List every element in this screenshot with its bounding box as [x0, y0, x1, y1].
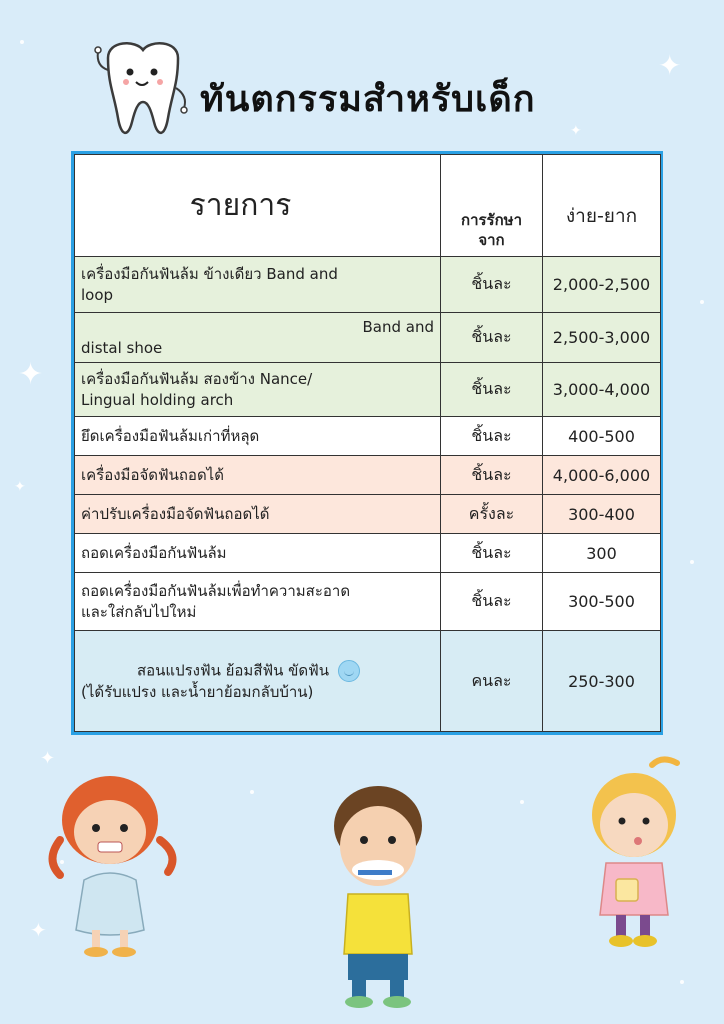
row-item-line1: สอนแปรงฟัน ย้อมสีฟัน ขัดฟัน: [137, 661, 329, 679]
row-price: 3,000-4,000: [543, 363, 661, 417]
smiley-icon: [338, 660, 360, 682]
table-row: [75, 534, 661, 573]
row-item: ค่าปรับเครื่องมือจัดฟันถอดได้: [75, 495, 441, 534]
row-item-line1-wrap: [81, 660, 434, 682]
row-item: เครื่องมือจัดฟันถอดได้: [75, 456, 441, 495]
row-item-line2: loop: [81, 285, 114, 304]
row-item: [75, 363, 441, 417]
price-table-frame: [71, 151, 663, 735]
row-unit: ชิ้นละ: [441, 313, 543, 363]
row-unit: ชิ้นละ: [441, 573, 543, 631]
row-unit: คนละ: [441, 631, 543, 732]
row-item-line1: เครื่องมือกันฟันล้ม สองข้าง Nance/: [81, 369, 313, 388]
row-item: ยึดเครื่องมือฟันล้มเก่าที่หลุด: [75, 417, 441, 456]
row-price: 300-500: [543, 573, 661, 631]
price-table: [74, 154, 661, 732]
row-unit: ชิ้นละ: [441, 417, 543, 456]
row-price: 4,000-6,000: [543, 456, 661, 495]
row-item: [75, 631, 441, 732]
page-title: ทันตกรรมสำหรับเด็ก: [200, 79, 536, 120]
table-row: [75, 313, 661, 363]
row-unit: ชิ้นละ: [441, 534, 543, 573]
sparkle-icon: ✦: [658, 49, 682, 82]
sparkle-dot: [700, 300, 704, 304]
row-price: 250-300: [543, 631, 661, 732]
sparkle-dot: [680, 980, 684, 984]
row-item-line1: Band and: [362, 317, 434, 336]
row-price: 2,000-2,500: [543, 257, 661, 313]
row-item-line1: ถอดเครื่องมือกันฟันล้มเพื่อทำความสะอาด: [81, 581, 351, 600]
row-item: [75, 313, 441, 363]
sparkle-dot: [690, 560, 694, 564]
row-price: 300: [543, 534, 661, 573]
row-price: 400-500: [543, 417, 661, 456]
header-difficulty: ง่าย-ยาก: [543, 155, 661, 257]
row-item-line2: (ได้รับแปรง และน้ำยาย้อมกลับบ้าน): [81, 682, 314, 701]
header-item: รายการ: [75, 155, 441, 257]
row-price: 2,500-3,000: [543, 313, 661, 363]
row-price: 300-400: [543, 495, 661, 534]
table-row: [75, 631, 661, 732]
row-unit: ชิ้นละ: [441, 257, 543, 313]
row-item: [75, 573, 441, 631]
sparkle-icon: ✦: [40, 748, 56, 769]
table-row: [75, 456, 661, 495]
row-item-line2: และใส่กลับไปใหม่: [81, 602, 197, 621]
tooth-mascot-icon: [88, 36, 198, 146]
table-header-row: [75, 155, 661, 257]
row-unit: ชิ้นละ: [441, 363, 543, 417]
row-item-line2: distal shoe: [81, 338, 163, 357]
sparkle-icon: ✦: [30, 918, 47, 942]
table-row: [75, 417, 661, 456]
row-item: ถอดเครื่องมือกันฟันล้ม: [75, 534, 441, 573]
header-treatment-from: [441, 155, 543, 257]
table-row: [75, 257, 661, 313]
header-treatment-from-line1: การรักษา: [460, 211, 522, 229]
table-row: [75, 495, 661, 534]
sparkle-icon: ✦: [570, 123, 582, 139]
sparkle-dot: [520, 800, 524, 804]
row-item-line1: เครื่องมือกันฟันล้ม ข้างเดียว Band and: [81, 264, 338, 283]
sparkle-dot: [20, 40, 24, 44]
sparkle-icon: ✦: [18, 357, 44, 392]
table-row: [75, 363, 661, 417]
table-row: [75, 573, 661, 631]
row-unit: ชิ้นละ: [441, 456, 543, 495]
header-treatment-from-line2: จาก: [478, 230, 505, 249]
page-header: [88, 36, 648, 146]
girl-blonde-illustration: [582, 755, 692, 955]
row-item: [75, 257, 441, 313]
row-unit: ครั้งละ: [441, 495, 543, 534]
boy-brushing-illustration: [318, 782, 438, 1012]
row-item-line2: Lingual holding arch: [81, 390, 234, 409]
sparkle-icon: ✦: [14, 479, 26, 495]
sparkle-dot: [250, 790, 254, 794]
girl-pigtails-illustration: [40, 770, 190, 960]
